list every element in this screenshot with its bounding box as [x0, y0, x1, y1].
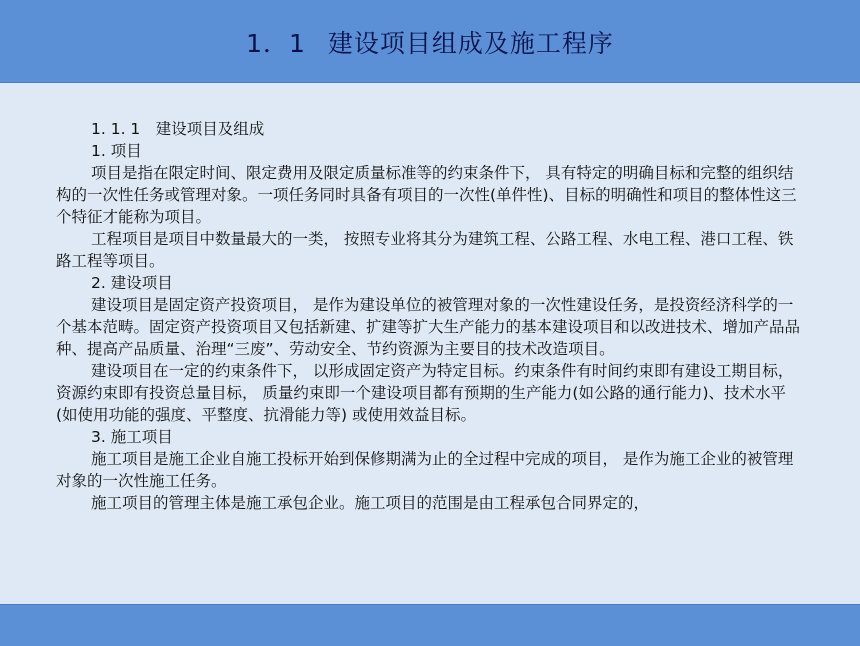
item2-heading: 2. 建设项目: [91, 274, 173, 292]
item1-paragraph-2: 工程项目是项目中数量最大的一类， 按照专业将其分为建筑工程、公路工程、水电工程、港口工程、铁路工程等项目。: [56, 230, 794, 270]
slide-title: [0, 0, 860, 82]
section-heading: 1. 1. 1 建设项目及组成: [91, 120, 265, 138]
title-number: 1．1: [246, 29, 306, 58]
item3-paragraph-2: 施工项目的管理主体是施工承包企业。施工项目的范围是由工程承包合同界定的，: [91, 494, 650, 512]
item1-heading: 1. 项目: [91, 142, 142, 160]
slide-body: [56, 118, 801, 514]
item1-paragraph-1: 项目是指在限定时间、限定费用及限定质量标准等的约束条件下， 具有特定的明确目标和完整的组织结构的一次性任务或管理对象。一项任务同时具备有项目的一次性(单件性)、目标的明确性和项目的整体性这三个特征才能称为项目。: [56, 164, 797, 226]
title-text: 建设项目组成及施工程序: [327, 29, 614, 58]
item2-paragraph-2: 建设项目在一定的约束条件下， 以形成固定资产为特定目标。约束条件有时间约束即有建设工期目标， 资源约束即有投资总量目标， 质量约束即一个建设项目都有预期的生产能力(如公路的通行能力)、技术水平(如使用功能的强度、平整度、抗滑能力等) 或使用效益目标。: [56, 362, 794, 424]
item2-paragraph-1: 建设项目是固定资产投资项目， 是作为建设单位的被管理对象的一次性建设任务，是投资经济科学的一个基本范畴。固定资产投资项目又包括新建、扩建等扩大生产能力的基本建设项目和以改进技术、增加产品品种、提高产品质量、治理“三废”、劳动安全、节约资源为主要目的技术改造项目。: [56, 296, 801, 358]
footer-bar: [0, 604, 860, 646]
item3-paragraph-1: 施工项目是施工企业自施工投标开始到保修期满为止的全过程中完成的项目， 是作为施工企业的被管理对象的一次性施工任务。: [56, 450, 794, 490]
item3-heading: 3. 施工项目: [91, 428, 173, 446]
